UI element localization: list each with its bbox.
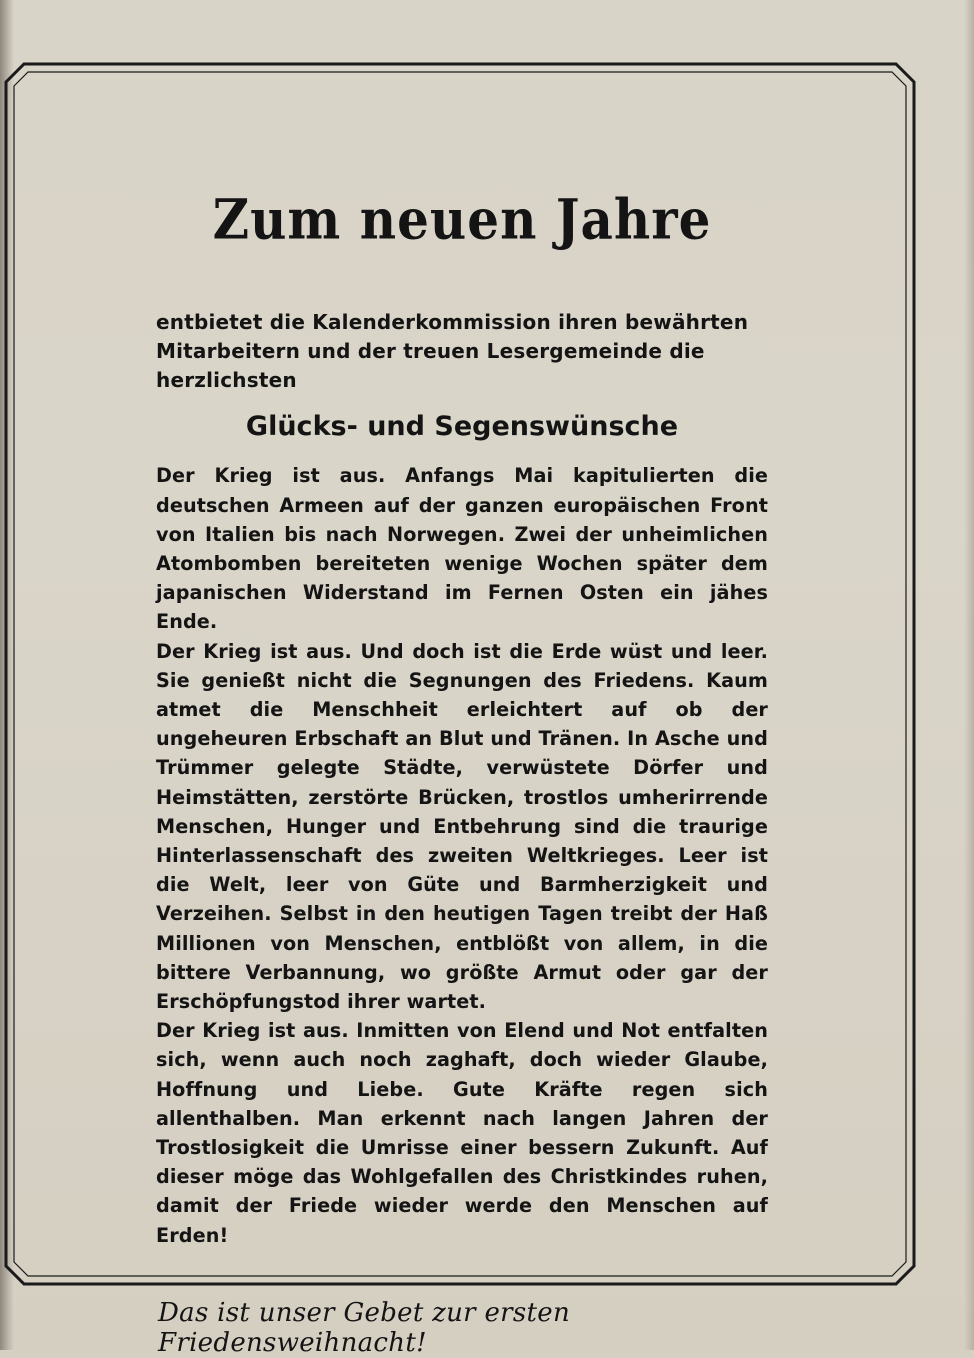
document-content <box>156 187 768 1358</box>
page-right-edge <box>964 0 974 1350</box>
paragraph-1: Der Krieg ist aus. Anfangs Mai kapitulierten die deutschen Armeen auf der ganzen europäischen Front von Italien bis nach Norwegen. Zwei der unheimlichen Atombomben bereiteten wenige Wochen später dem japanischen Widerstand im Fernen Osten ein jähes Ende. <box>156 464 768 634</box>
paragraph-3: Der Krieg ist aus. Inmitten von Elend und Not entfalten sich, wenn auch noch zaghaft, doch wieder Glaube, Hoffnung und Liebe. Gute Kräfte regen sich allenthalben. Man erkennt nach langen Jahren der Trostlosigkeit die Umrisse einer bessern Zukunft. Auf dieser möge das Wohlgefallen des Christkindes ruhen, damit der Friede wieder werde den Menschen auf Erden! <box>156 1019 768 1247</box>
subtitle: Glücks- und Segenswünsche <box>245 411 679 442</box>
closing-line: Das ist unser Gebet zur ersten Friedensweihnacht! <box>158 1297 571 1358</box>
intro-text: entbietet die Kalenderkommission ihren bewährten Mitarbeitern und der treuen Lesergemeinde die herzlichsten <box>156 310 749 392</box>
page-title: Zum neuen Jahre <box>212 187 712 252</box>
paragraph-2: Der Krieg ist aus. Und doch ist die Erde wüst und leer. Sie genießt nicht die Segnungen des Friedens. Kaum atmet die Menschheit erleichtert auf ob der ungeheuren Erbschaft an Blut und Tränen. In Asche und Trümmer gelegte Städte, verwüstete Dörfer und Heimstätten, zerstörte Brücken, trostlos umherirrende Menschen, Hunger und Entbehrung sind die traurige Hinterlassenschaft des zweiten Weltkrieges. Leer ist die Welt, leer von Güte und Barmherzigkeit und Verzeihen. Selbst in den heutigen Tagen treibt der Haß Millionen von Menschen, entblößt von allem, in die bittere Verbannung, wo größte Armut oder gar der Erschöpfungstod ihrer wartet. <box>156 639 768 1014</box>
